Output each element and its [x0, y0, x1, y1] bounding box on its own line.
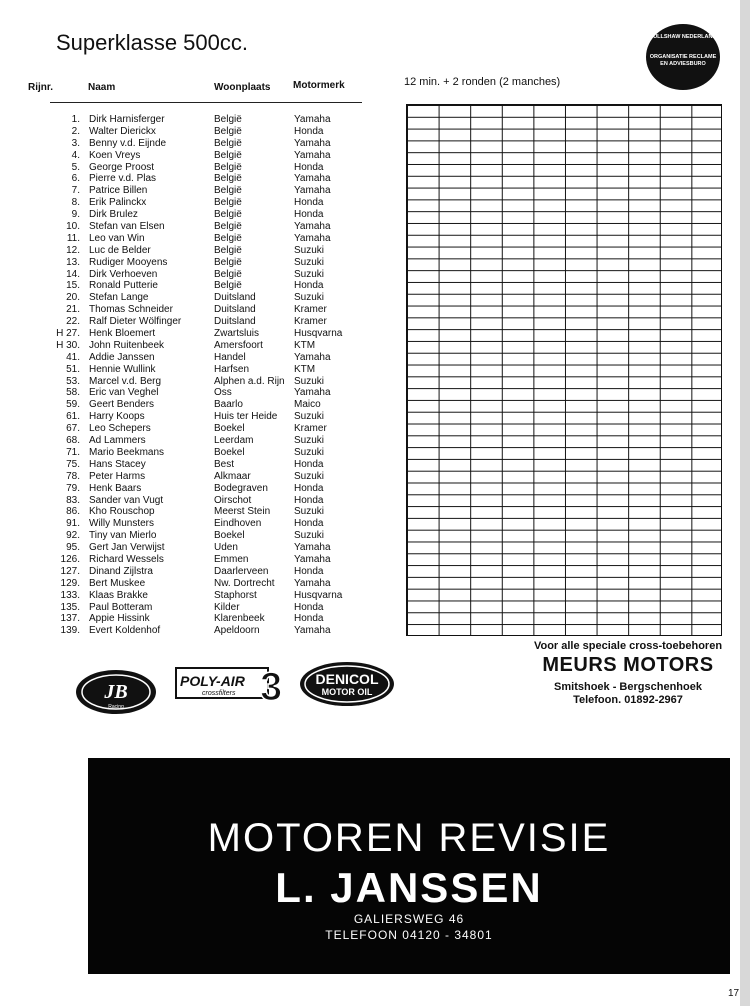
denicol-logo	[298, 660, 396, 708]
rider-number: 133.	[60, 589, 80, 601]
rider-place: Klarenbeek	[214, 613, 265, 625]
header-place: Woonplaats	[214, 82, 271, 93]
rider-number: 139.	[60, 625, 80, 637]
meurs-tagline: Voor alle speciale cross-toebehoren	[533, 640, 723, 652]
svg-text:3: 3	[260, 665, 283, 709]
rider-name: Pierre v.d. Plas	[89, 173, 157, 185]
rider-name: Dirk Verhoeven	[89, 268, 158, 280]
rider-number: 86.	[66, 506, 80, 518]
page-number: 17	[728, 988, 740, 999]
rider-number: 78.	[66, 470, 80, 482]
rider-row	[44, 292, 404, 304]
rider-place: België	[214, 221, 242, 233]
rider-make: Honda	[294, 494, 324, 506]
rider-number: 5.	[71, 161, 80, 173]
rider-name: Appie Hissink	[89, 613, 150, 625]
rider-make: KTM	[294, 363, 316, 375]
svg-text:DENICOL: DENICOL	[315, 671, 379, 687]
rider-number: 68.	[66, 435, 80, 447]
rider-row	[44, 423, 404, 435]
rider-place: Staphorst	[214, 589, 257, 601]
rider-number: 11.	[66, 232, 80, 244]
rider-number: 12.	[66, 244, 80, 256]
rider-number: 92.	[66, 530, 80, 542]
rider-make: Honda	[294, 209, 324, 221]
rider-make: Suzuki	[294, 292, 325, 304]
rider-row	[44, 506, 404, 518]
rider-name: Ralf Dieter Wölfinger	[89, 316, 182, 328]
page-title: Superklasse 500cc.	[56, 30, 248, 55]
header-rule	[50, 102, 362, 103]
rider-place: België	[214, 197, 242, 209]
rider-place: Daarlerveen	[214, 565, 269, 577]
rider-row	[44, 126, 404, 138]
rider-row	[44, 578, 404, 590]
rider-number: 13.	[66, 256, 80, 268]
svg-text:Racing: Racing	[108, 704, 124, 710]
rider-name: Walter Dierickx	[89, 125, 156, 137]
rider-name: Patrice Billen	[89, 185, 148, 197]
rider-name: Luc de Belder	[89, 244, 151, 256]
rider-name: Addie Janssen	[89, 351, 155, 363]
rider-number: 58.	[66, 387, 80, 399]
rider-name: Thomas Schneider	[89, 304, 173, 316]
rider-name: Ronald Putterie	[89, 280, 158, 292]
meurs-address: Smitshoek - Bergschenhoek	[554, 681, 702, 693]
rider-row	[44, 530, 404, 542]
rider-place: België	[214, 256, 242, 268]
score-grid	[406, 104, 722, 636]
rider-make: KTM	[294, 339, 316, 351]
rider-number: 7.	[71, 185, 80, 197]
rider-number: 21.	[66, 304, 80, 316]
rider-make: Yamaha	[294, 114, 331, 125]
race-header: 12 min. + 2 ronden (2 manches)	[404, 76, 561, 88]
rider-name: Bert Muskee	[89, 577, 146, 589]
rider-name: Peter Harms	[89, 470, 146, 482]
rider-make: Yamaha	[294, 577, 331, 589]
rider-name: Henk Baars	[89, 482, 142, 494]
rider-row	[44, 162, 404, 174]
rider-make: Suzuki	[294, 256, 325, 268]
rider-make: Yamaha	[294, 625, 331, 637]
rider-row	[44, 328, 404, 340]
rider-number: 75.	[66, 458, 80, 470]
rider-row	[44, 459, 404, 471]
rider-make: Suzuki	[294, 530, 325, 542]
rider-make: Suzuki	[294, 375, 325, 387]
rider-name: Richard Wessels	[89, 553, 164, 565]
rider-row	[44, 138, 404, 150]
rider-place: België	[214, 268, 242, 280]
svg-text:MOTOR OIL: MOTOR OIL	[321, 687, 373, 697]
rider-place: Uden	[214, 542, 238, 554]
rider-place: Nw. Dortrecht	[214, 577, 275, 589]
ad-phone: TELEFOON 04120 - 34801	[325, 928, 493, 942]
rider-place: Alkmaar	[214, 470, 251, 482]
rider-name: Stefan Lange	[89, 292, 149, 304]
rider-row	[44, 150, 404, 162]
rider-name: Sander van Vugt	[89, 494, 164, 506]
rider-make: Yamaha	[294, 232, 331, 244]
rider-name: Ad Lammers	[89, 435, 146, 447]
rider-name: George Proost	[89, 161, 155, 173]
rider-make: Yamaha	[294, 173, 331, 185]
rider-name: Kho Rouschop	[89, 506, 155, 518]
rider-row	[44, 245, 404, 257]
rider-place: België	[214, 173, 242, 185]
poly-air-logo	[174, 658, 292, 714]
rider-number: 2.	[71, 125, 80, 137]
rider-number: 53.	[66, 375, 80, 387]
rider-row	[44, 590, 404, 602]
rider-row	[44, 269, 404, 281]
rider-name: Tiny van Mierlo	[89, 530, 157, 542]
rider-name: Stefan van Elsen	[89, 221, 165, 233]
rider-place: België	[214, 244, 242, 256]
rider-name: Geert Benders	[89, 399, 155, 411]
rider-name: Leo van Win	[89, 232, 145, 244]
rider-place: Duitsland	[214, 292, 256, 304]
rider-number: 1.	[71, 114, 80, 125]
rider-row	[44, 613, 404, 625]
rider-place: België	[214, 280, 242, 292]
rider-make: Yamaha	[294, 221, 331, 233]
rider-make: Suzuki	[294, 506, 325, 518]
rider-name: Dirk Harnisferger	[89, 114, 165, 125]
header-name: Naam	[88, 82, 116, 93]
rider-row	[44, 280, 404, 292]
rider-row	[44, 197, 404, 209]
rider-name: Gert Jan Verwijst	[89, 542, 165, 554]
rider-number: 14.	[66, 268, 80, 280]
rider-number: 9.	[71, 209, 80, 221]
rider-place: Zwartsluis	[214, 328, 260, 340]
rider-place: Best	[214, 458, 235, 470]
rider-row	[44, 114, 404, 126]
rider-number: 41.	[66, 351, 80, 363]
rider-place: Leerdam	[214, 435, 254, 447]
rider-place: Boekel	[214, 446, 245, 458]
rider-make: Honda	[294, 613, 324, 625]
rider-name: Erik Palinckx	[89, 197, 147, 209]
rider-number: 83.	[66, 494, 80, 506]
badge-line-1: PULLSHAW NEDERLAND	[649, 34, 717, 40]
rider-row	[44, 471, 404, 483]
rider-name: Dirk Brulez	[89, 209, 138, 221]
ad-address: GALIERSWEG 46	[353, 912, 465, 926]
rider-place: Handel	[214, 351, 246, 363]
rider-number: 127.	[60, 565, 80, 577]
rider-name: Eric van Veghel	[89, 387, 159, 399]
rider-row	[44, 304, 404, 316]
rider-make: Kramer	[294, 423, 327, 435]
rider-row	[44, 209, 404, 221]
rider-row	[44, 185, 404, 197]
rider-make: Honda	[294, 161, 324, 173]
rider-row	[44, 625, 404, 637]
rider-name: Leo Schepers	[89, 423, 151, 435]
rider-make: Husqvarna	[294, 328, 343, 340]
rider-number: H 30.	[56, 339, 80, 351]
rider-place: Oss	[214, 387, 232, 399]
rider-place: Amersfoort	[214, 339, 263, 351]
rider-name: Klaas Brakke	[89, 589, 148, 601]
rider-make: Honda	[294, 565, 324, 577]
pullshaw-badge	[646, 24, 720, 90]
rider-make: Yamaha	[294, 149, 331, 161]
rider-number: 6.	[71, 173, 80, 185]
rider-make: Honda	[294, 518, 324, 530]
rider-make: Suzuki	[294, 470, 325, 482]
rider-place: Bodegraven	[214, 482, 268, 494]
rider-make: Maico	[294, 399, 321, 411]
rider-name: Rudiger Mooyens	[89, 256, 168, 268]
rider-row	[44, 399, 404, 411]
rider-place: Harfsen	[214, 363, 250, 375]
rider-place: Duitsland	[214, 304, 256, 316]
rider-make: Honda	[294, 482, 324, 494]
rider-place: België	[214, 232, 242, 244]
ad-company: L. JANSSEN	[275, 864, 543, 911]
rider-number: 22.	[66, 316, 80, 328]
rider-number: 3.	[71, 137, 80, 149]
rider-make: Honda	[294, 125, 324, 137]
rider-name: Evert Koldenhof	[89, 625, 161, 637]
svg-text:JB: JB	[104, 681, 128, 703]
meurs-name: MEURS MOTORS	[542, 654, 714, 676]
badge-line-2: ORGANISATIE RECLAME EN ADVIESBURO	[649, 54, 717, 67]
rider-place: Apeldoorn	[214, 625, 260, 637]
rider-number: 15.	[66, 280, 80, 292]
rider-place: België	[214, 137, 242, 149]
rider-make: Yamaha	[294, 185, 331, 197]
rider-make: Yamaha	[294, 553, 331, 565]
header-nr: Rijnr.	[28, 82, 54, 93]
rider-make: Suzuki	[294, 446, 325, 458]
rider-place: Kilder	[214, 601, 240, 613]
rider-name: Hennie Wullink	[89, 363, 156, 375]
rider-make: Honda	[294, 601, 324, 613]
rider-number: 95.	[66, 542, 80, 554]
rider-row	[44, 257, 404, 269]
rider-row	[44, 495, 404, 507]
rider-number: 10.	[66, 221, 80, 233]
rider-row	[44, 364, 404, 376]
rider-name: Koen Vreys	[89, 149, 141, 161]
rider-make: Husqvarna	[294, 589, 343, 601]
rider-number: 59.	[66, 399, 80, 411]
rider-row	[44, 483, 404, 495]
rider-number: 20.	[66, 292, 80, 304]
meurs-phone: Telefoon. 01892-2967	[573, 694, 683, 706]
rider-number: 71.	[66, 446, 80, 458]
rider-number: 8.	[71, 197, 80, 209]
rider-number: 135.	[60, 601, 80, 613]
rider-place: België	[214, 114, 242, 125]
svg-text:POLY-AIR: POLY-AIR	[180, 673, 245, 689]
rider-make: Yamaha	[294, 387, 331, 399]
rider-name: Marcel v.d. Berg	[89, 375, 162, 387]
rider-name: Willy Munsters	[89, 518, 155, 530]
rider-number: 137.	[60, 613, 80, 625]
rider-number: 126.	[60, 553, 80, 565]
rider-row	[44, 542, 404, 554]
page-edge	[740, 0, 750, 1006]
ad-headline: MOTOREN REVISIE	[207, 816, 611, 860]
rider-make: Kramer	[294, 304, 327, 316]
rider-place: Meerst Stein	[214, 506, 271, 518]
rider-make: Yamaha	[294, 137, 331, 149]
rider-name: Harry Koops	[89, 411, 145, 423]
rider-name: Hans Stacey	[89, 458, 146, 470]
janssen-ad	[88, 758, 730, 974]
rider-name: John Ruitenbeek	[89, 339, 165, 351]
svg-text:crossfilters: crossfilters	[202, 690, 236, 697]
rider-row	[44, 435, 404, 447]
rider-row	[44, 447, 404, 459]
rider-number: 79.	[66, 482, 80, 494]
rider-row	[44, 518, 404, 530]
rider-place: Duitsland	[214, 316, 256, 328]
rider-list	[44, 114, 404, 637]
rider-make: Honda	[294, 197, 324, 209]
rider-number: 67.	[66, 423, 80, 435]
rider-place: België	[214, 125, 242, 137]
meurs-motors-ad	[520, 640, 736, 706]
rider-make: Honda	[294, 458, 324, 470]
rider-name: Mario Beekmans	[89, 446, 165, 458]
rider-number: 61.	[66, 411, 80, 423]
rider-number: 4.	[71, 149, 80, 161]
rider-row	[44, 602, 404, 614]
rider-number: H 27.	[56, 328, 80, 340]
rider-place: België	[214, 161, 242, 173]
rider-make: Suzuki	[294, 435, 325, 447]
jb-racing-logo	[74, 668, 158, 716]
rider-row	[44, 173, 404, 185]
rider-number: 51.	[66, 363, 80, 375]
rider-place: Boekel	[214, 423, 245, 435]
rider-make: Kramer	[294, 316, 327, 328]
rider-row	[44, 554, 404, 566]
rider-place: België	[214, 209, 242, 221]
rider-row	[44, 221, 404, 233]
rider-row	[44, 340, 404, 352]
rider-place: België	[214, 149, 242, 161]
rider-row	[44, 233, 404, 245]
rider-place: België	[214, 185, 242, 197]
rider-place: Baarlo	[214, 399, 243, 411]
rider-make: Yamaha	[294, 351, 331, 363]
rider-place: Boekel	[214, 530, 245, 542]
rider-row	[44, 411, 404, 423]
rider-row	[44, 352, 404, 364]
rider-name: Benny v.d. Eijnde	[89, 137, 167, 149]
header-make: Motormerk	[293, 80, 345, 91]
rider-make: Suzuki	[294, 268, 325, 280]
rider-place: Emmen	[214, 553, 249, 565]
rider-row	[44, 387, 404, 399]
rider-number: 91.	[66, 518, 80, 530]
rider-row	[44, 566, 404, 578]
rider-name: Dinand Zijlstra	[89, 565, 153, 577]
rider-make: Honda	[294, 280, 324, 292]
rider-row	[44, 316, 404, 328]
rider-make: Suzuki	[294, 411, 325, 423]
rider-place: Oirschot	[214, 494, 252, 506]
rider-make: Yamaha	[294, 542, 331, 554]
rider-name: Paul Botteram	[89, 601, 153, 613]
rider-number: 129.	[60, 577, 80, 589]
rider-place: Eindhoven	[214, 518, 262, 530]
rider-row	[44, 376, 404, 388]
rider-name: Henk Bloemert	[89, 328, 156, 340]
rider-make: Suzuki	[294, 244, 325, 256]
rider-place: Alphen a.d. Rijn	[214, 375, 285, 387]
rider-place: Huis ter Heide	[214, 411, 278, 423]
